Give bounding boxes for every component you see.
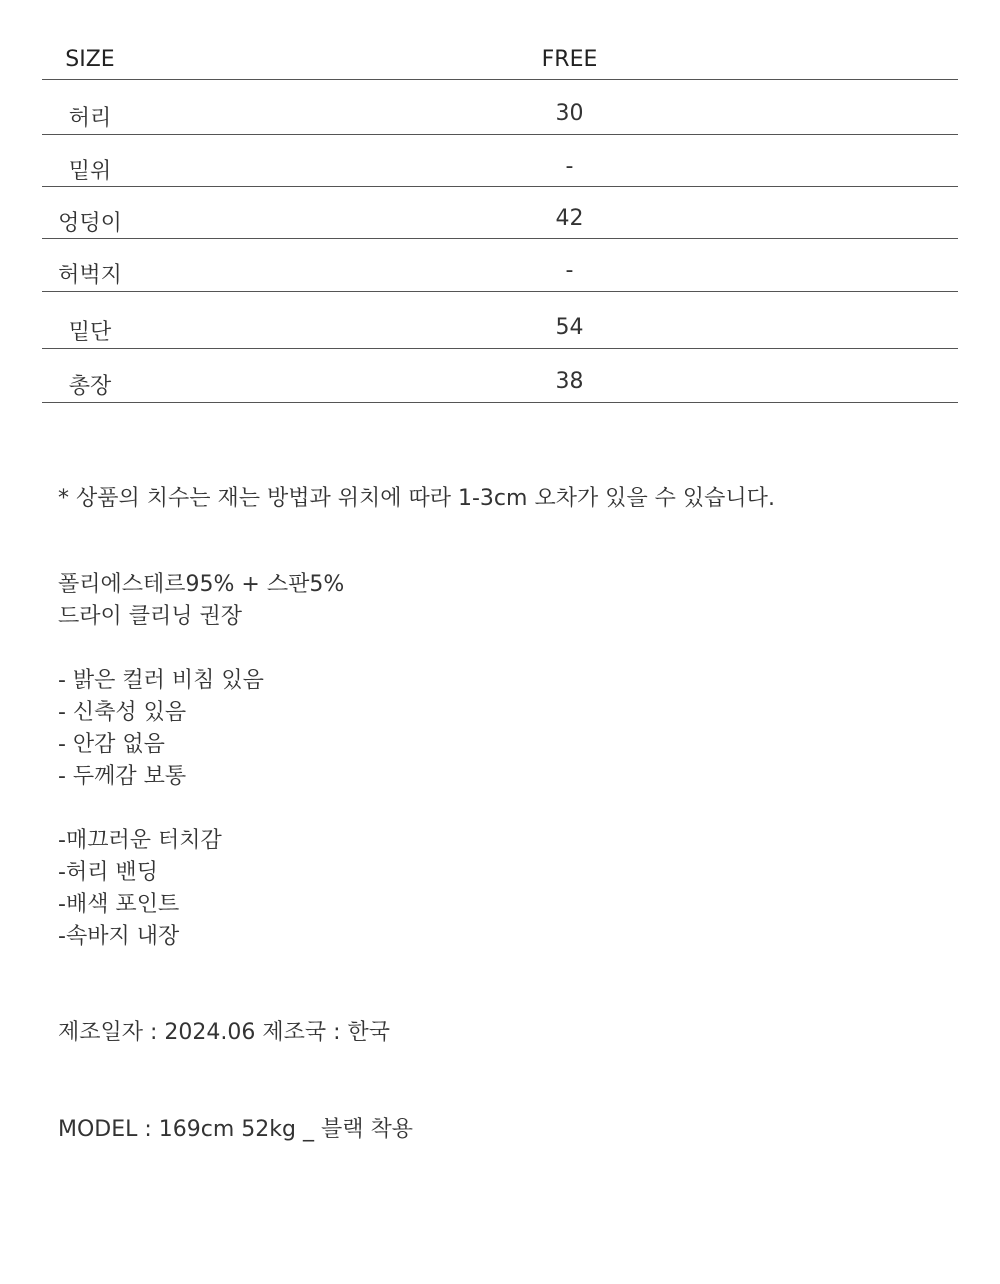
row-value: 38: [555, 369, 584, 394]
care-instruction: 드라이 클리닝 권장: [58, 604, 243, 629]
row-value: 42: [555, 206, 584, 231]
table-row: [42, 292, 958, 349]
row-label: 총장: [68, 374, 112, 399]
feature-item: -속바지 내장: [58, 924, 180, 949]
model-info: MODEL : 169cm 52kg _ 블랙 착용: [58, 1117, 413, 1142]
feature-item: -매끄러운 터치감: [58, 828, 222, 853]
property-item: - 신축성 있음: [58, 700, 187, 725]
table-row: [42, 80, 958, 135]
feature-item: -배색 포인트: [58, 892, 180, 917]
row-label: 밑위: [68, 159, 112, 184]
fabric-composition: 폴리에스테르95% + 스판5%: [58, 572, 345, 597]
row-label: 허벅지: [58, 263, 122, 288]
table-row: [42, 239, 958, 292]
size-header-label: SIZE: [65, 47, 115, 72]
table-row: [42, 135, 958, 187]
feature-item: -허리 밴딩: [58, 860, 158, 885]
table-row: [42, 349, 958, 403]
row-value: -: [565, 154, 574, 179]
row-value: -: [565, 258, 574, 283]
row-label: 밑단: [68, 320, 112, 345]
property-item: - 두께감 보통: [58, 764, 187, 789]
row-value: 30: [555, 101, 584, 126]
manufacture-info: 제조일자 : 2024.06 제조국 : 한국: [58, 1020, 391, 1045]
row-value: 54: [555, 315, 584, 340]
row-label: 엉덩이: [58, 211, 122, 236]
table-row: [42, 187, 958, 239]
measurement-notice: * 상품의 치수는 재는 방법과 위치에 따라 1-3cm 오차가 있을 수 있습니다.: [58, 486, 775, 511]
property-item: - 밝은 컬러 비침 있음: [58, 668, 264, 693]
row-label: 허리: [68, 106, 112, 131]
size-header-value: FREE: [541, 47, 598, 72]
size-table: [42, 40, 958, 403]
property-item: - 안감 없음: [58, 732, 165, 757]
size-table-header: [42, 40, 958, 80]
